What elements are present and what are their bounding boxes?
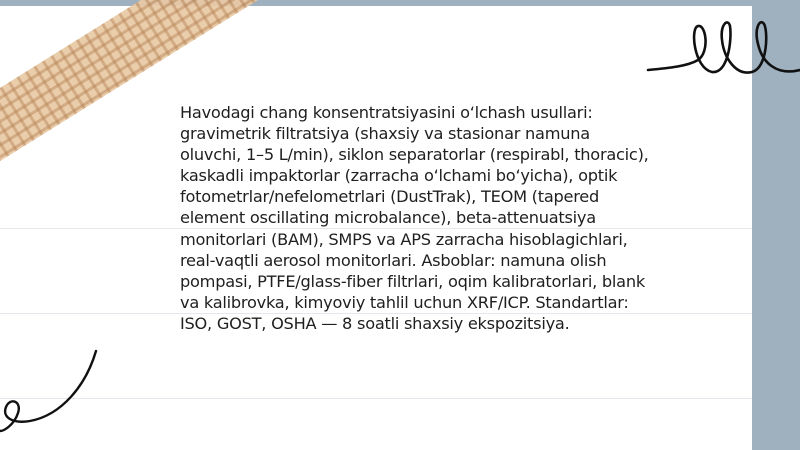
body-text: Havodagi chang konsentratsiyasini o‘lchash usullari: gravimetrik filtratsiya (shaxsiy va stasionar namuna oluvchi, 1–5 L/min), siklon separatorlar (respirabl, thoracic), kaskadli impaktorlar (zarracha o‘lchami bo‘yicha), optik fotometrlar/nefelometrlari (DustTrak), TEOM (tapered element oscillating microbalance), beta-attenuatsiya monitorlari (BAM), SMPS va APS zarracha hisoblagichlari, real-vaqtli aerosol monitorlari. Asboblar: namuna olish pompasi, PTFE/glass-fiber filtrlari, oqim kalibratorlari, blank va kalibrovka, kimyoviy tahlil uchun XRF/ICP. Standartlar: ISO, GOST, OSHA — 8 soatli shaxsiy ekspozitsiya.: [180, 103, 649, 333]
scribble-loops-icon: [640, 10, 800, 90]
curl-line-icon: [0, 345, 110, 435]
ruled-line: [0, 398, 752, 399]
